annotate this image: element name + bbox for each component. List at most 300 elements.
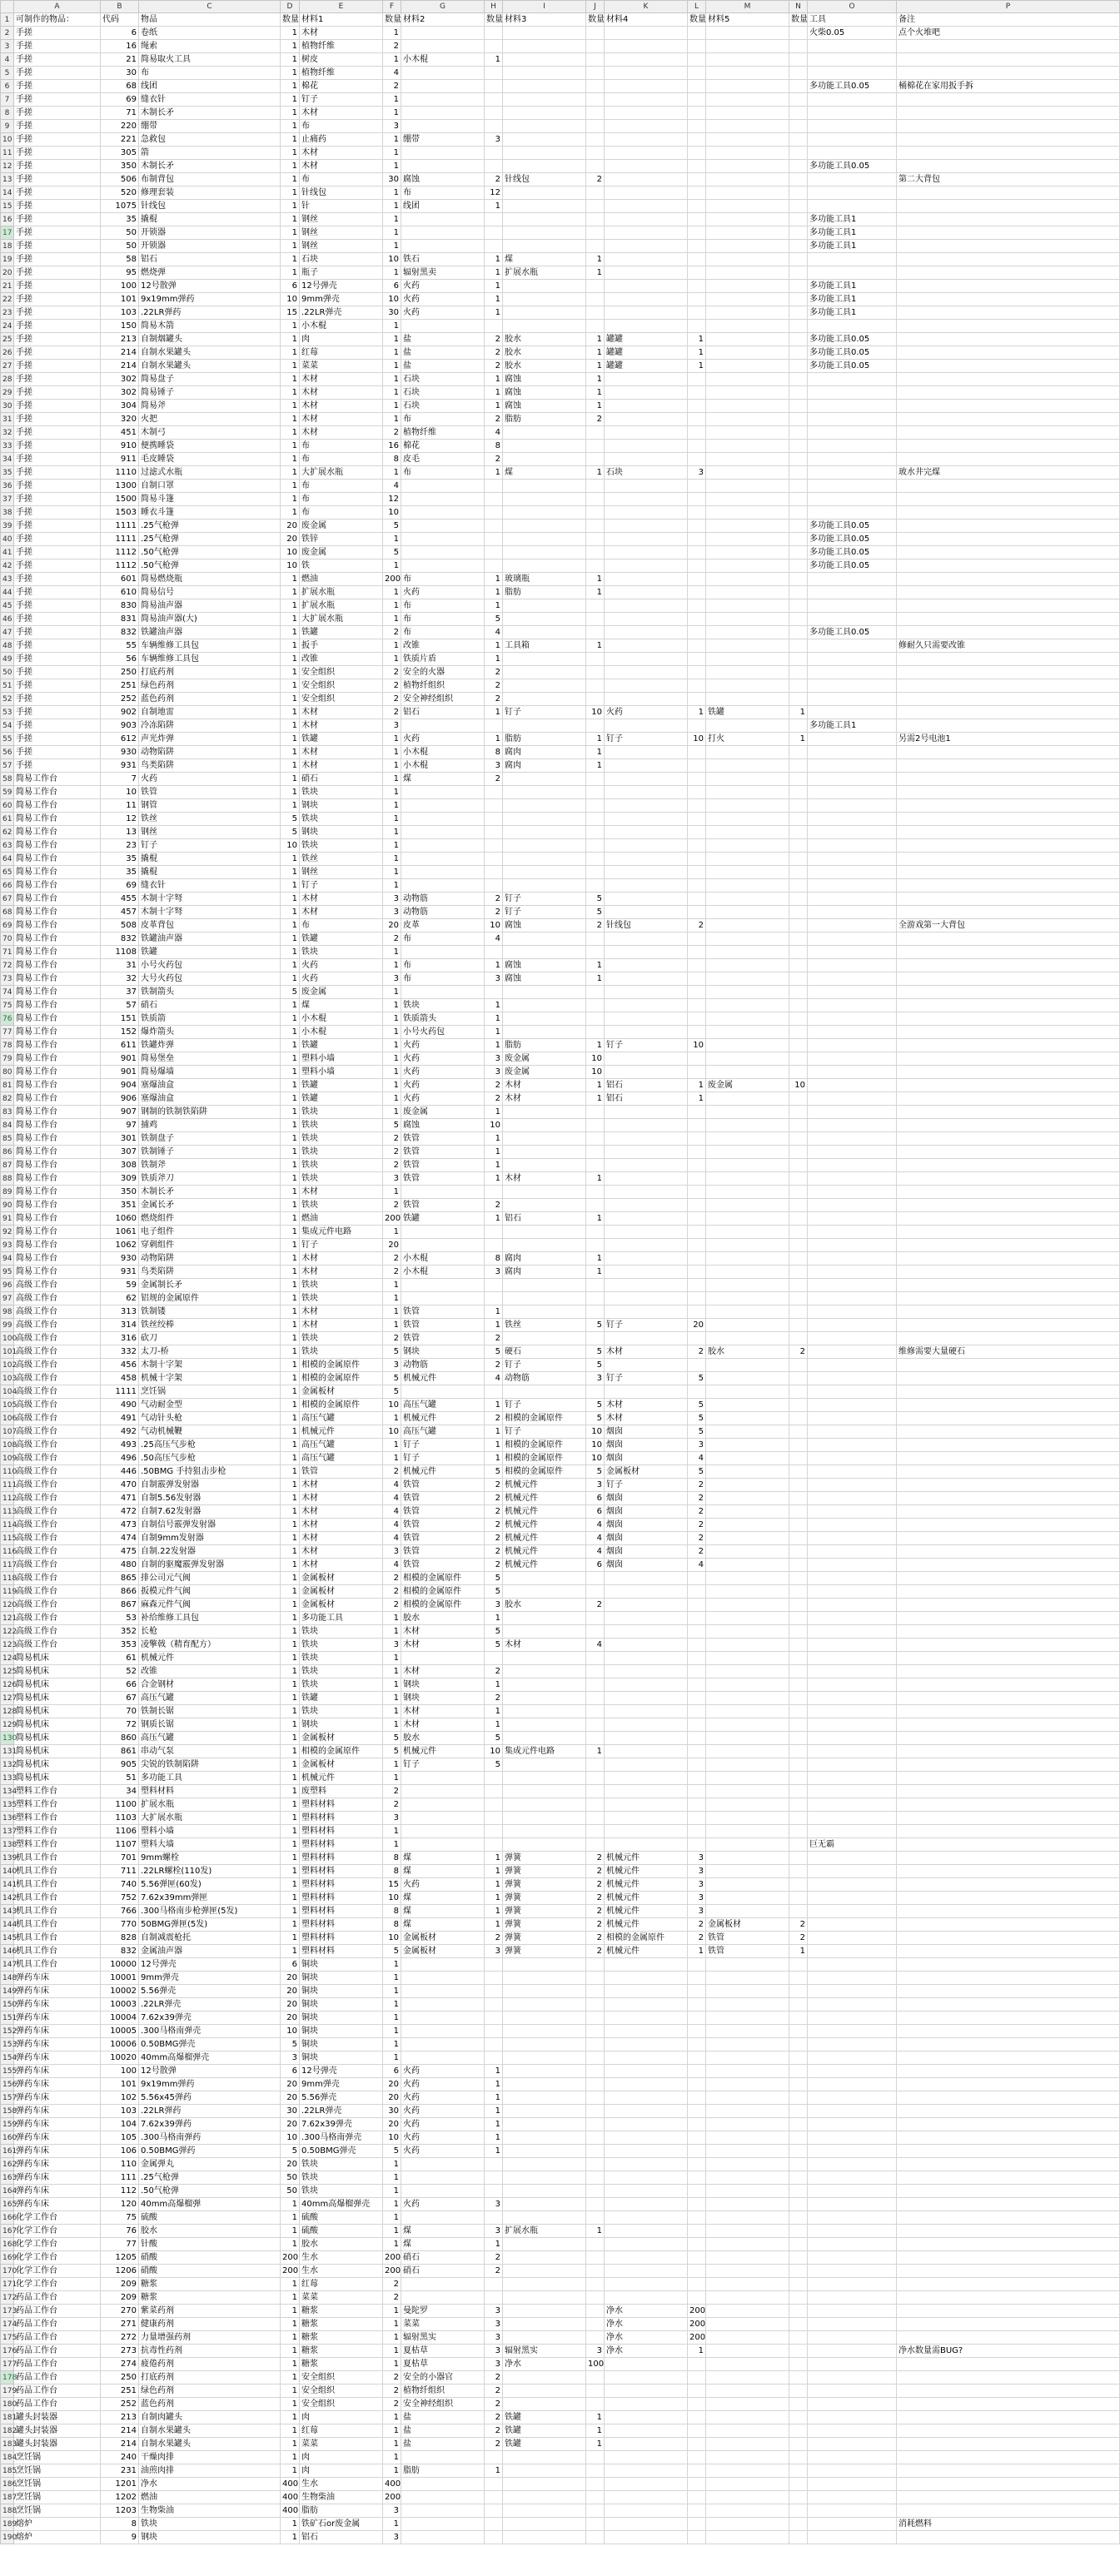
row-number[interactable]: 2: [1, 27, 14, 40]
table-cell[interactable]: [401, 520, 485, 533]
table-cell[interactable]: 自制信号霰弹发射器: [139, 1519, 281, 1532]
table-cell[interactable]: [808, 1825, 897, 1838]
table-cell[interactable]: 214: [101, 346, 139, 360]
table-cell[interactable]: 机械元件: [605, 1878, 688, 1892]
table-cell[interactable]: 273: [101, 2345, 139, 2358]
row-number[interactable]: 113: [1, 1505, 14, 1519]
table-cell[interactable]: [706, 1705, 789, 1718]
table-cell[interactable]: [586, 546, 605, 559]
table-cell[interactable]: 2: [586, 1918, 605, 1932]
table-cell[interactable]: [808, 1585, 897, 1599]
table-cell[interactable]: [605, 2025, 688, 2038]
table-cell[interactable]: [789, 906, 808, 919]
table-cell[interactable]: 脂肪: [401, 2464, 485, 2478]
table-cell[interactable]: 简易机床: [14, 1692, 101, 1705]
table-cell[interactable]: [706, 1665, 789, 1678]
table-cell[interactable]: 2: [485, 1332, 503, 1345]
table-cell[interactable]: 58: [101, 253, 139, 266]
table-cell[interactable]: 全游戏第一大背包: [897, 919, 1120, 932]
table-cell[interactable]: 盐: [401, 2424, 485, 2438]
table-cell[interactable]: [688, 1119, 706, 1132]
table-cell[interactable]: [789, 53, 808, 67]
table-cell[interactable]: 缝衣针: [139, 93, 281, 107]
table-cell[interactable]: [808, 253, 897, 266]
table-cell[interactable]: 50: [101, 226, 139, 240]
table-cell[interactable]: 胶水: [139, 2225, 281, 2238]
table-cell[interactable]: [503, 2265, 586, 2278]
table-cell[interactable]: 1: [281, 360, 300, 373]
table-cell[interactable]: [789, 1039, 808, 1052]
table-cell[interactable]: [706, 2105, 789, 2118]
table-cell[interactable]: 1: [586, 346, 605, 360]
table-cell[interactable]: [586, 1705, 605, 1718]
table-cell[interactable]: 601: [101, 573, 139, 586]
table-cell[interactable]: [706, 1039, 789, 1052]
table-cell[interactable]: [503, 559, 586, 573]
table-cell[interactable]: [808, 2211, 897, 2225]
table-cell[interactable]: 1: [485, 639, 503, 653]
table-cell[interactable]: [706, 1492, 789, 1505]
table-cell[interactable]: [808, 480, 897, 493]
table-cell[interactable]: [808, 746, 897, 759]
table-cell[interactable]: [503, 2198, 586, 2211]
table-cell[interactable]: 1: [281, 1892, 300, 1905]
table-cell[interactable]: [897, 2105, 1120, 2118]
table-cell[interactable]: 2: [383, 666, 401, 679]
table-cell[interactable]: 打火: [706, 733, 789, 746]
table-cell[interactable]: 弹药车床: [14, 2118, 101, 2131]
table-cell[interactable]: 毛皮睡袋: [139, 453, 281, 466]
table-cell[interactable]: 1: [485, 1159, 503, 1172]
table-cell[interactable]: 箭: [139, 147, 281, 160]
table-cell[interactable]: 鸟类陷阱: [139, 759, 281, 773]
table-cell[interactable]: 2: [383, 626, 401, 639]
table-cell[interactable]: [706, 1652, 789, 1665]
table-cell[interactable]: [401, 719, 485, 733]
table-cell[interactable]: [897, 986, 1120, 999]
row-number[interactable]: 150: [1, 1998, 14, 2012]
table-cell[interactable]: 高级工作台: [14, 1639, 101, 1652]
table-cell[interactable]: 弹药车床: [14, 1985, 101, 1998]
table-cell[interactable]: 1: [281, 2278, 300, 2291]
table-cell[interactable]: 1: [281, 506, 300, 520]
table-cell[interactable]: 214: [101, 2438, 139, 2451]
row-number[interactable]: 106: [1, 1412, 14, 1425]
table-cell[interactable]: [605, 506, 688, 520]
table-cell[interactable]: 简易木箭: [139, 320, 281, 333]
table-cell[interactable]: 1: [281, 1345, 300, 1359]
table-cell[interactable]: 简易工作台: [14, 1252, 101, 1266]
table-cell[interactable]: [605, 1226, 688, 1239]
table-cell[interactable]: [897, 653, 1120, 666]
table-cell[interactable]: [789, 2171, 808, 2185]
header-cell[interactable]: 数量: [586, 13, 605, 27]
table-cell[interactable]: [503, 426, 586, 440]
table-cell[interactable]: 简易工作台: [14, 1159, 101, 1172]
table-cell[interactable]: [503, 1705, 586, 1718]
table-cell[interactable]: 4: [383, 1559, 401, 1572]
table-cell[interactable]: 508: [101, 919, 139, 932]
table-cell[interactable]: [401, 1772, 485, 1785]
table-cell[interactable]: [485, 147, 503, 160]
table-cell[interactable]: [808, 786, 897, 799]
table-cell[interactable]: [808, 2065, 897, 2078]
table-cell[interactable]: [401, 559, 485, 573]
table-cell[interactable]: [503, 2398, 586, 2411]
table-cell[interactable]: [485, 986, 503, 999]
table-cell[interactable]: 252: [101, 2398, 139, 2411]
table-cell[interactable]: 1: [485, 200, 503, 213]
table-cell[interactable]: [688, 493, 706, 506]
table-cell[interactable]: 76: [101, 2225, 139, 2238]
table-cell[interactable]: [897, 2158, 1120, 2171]
table-cell[interactable]: [808, 266, 897, 280]
table-cell[interactable]: 2: [485, 2371, 503, 2385]
table-cell[interactable]: [586, 1199, 605, 1212]
table-cell[interactable]: 1: [281, 1385, 300, 1399]
table-cell[interactable]: 1: [281, 799, 300, 813]
table-cell[interactable]: 弹簧: [503, 1918, 586, 1932]
table-cell[interactable]: [688, 2065, 706, 2078]
row-number[interactable]: 23: [1, 306, 14, 320]
table-cell[interactable]: 木材: [300, 1492, 383, 1505]
table-cell[interactable]: 2: [485, 1492, 503, 1505]
table-cell[interactable]: [586, 626, 605, 639]
table-cell[interactable]: 1: [383, 2464, 401, 2478]
table-cell[interactable]: [605, 2518, 688, 2531]
table-cell[interactable]: 钉子: [605, 733, 688, 746]
table-cell[interactable]: 1: [485, 1319, 503, 1332]
table-cell[interactable]: [688, 1292, 706, 1305]
table-cell[interactable]: 布: [401, 972, 485, 986]
table-cell[interactable]: [897, 53, 1120, 67]
table-cell[interactable]: 简易工作台: [14, 1212, 101, 1226]
table-cell[interactable]: 多功能工具0.05: [808, 360, 897, 373]
table-cell[interactable]: [808, 1345, 897, 1359]
table-cell[interactable]: [897, 1652, 1120, 1665]
table-cell[interactable]: [688, 133, 706, 147]
table-cell[interactable]: 木材: [300, 1266, 383, 1279]
table-cell[interactable]: 铁块: [300, 1159, 383, 1172]
table-cell[interactable]: 1: [383, 1079, 401, 1092]
table-cell[interactable]: 10: [101, 786, 139, 799]
table-cell[interactable]: 2: [383, 679, 401, 693]
table-cell[interactable]: 铁罐: [300, 733, 383, 746]
table-cell[interactable]: 1: [485, 1039, 503, 1052]
table-cell[interactable]: 1503: [101, 506, 139, 520]
table-cell[interactable]: 4: [383, 1532, 401, 1545]
table-cell[interactable]: 1: [383, 53, 401, 67]
table-cell[interactable]: 烟囱: [605, 1492, 688, 1505]
table-cell[interactable]: 304: [101, 400, 139, 413]
table-cell[interactable]: 钢块: [300, 799, 383, 813]
table-cell[interactable]: 简易工作台: [14, 986, 101, 999]
table-cell[interactable]: [688, 2291, 706, 2305]
table-cell[interactable]: 220: [101, 120, 139, 133]
table-cell[interactable]: [789, 1372, 808, 1385]
table-cell[interactable]: [401, 240, 485, 253]
table-cell[interactable]: [503, 1972, 586, 1985]
table-cell[interactable]: [808, 1665, 897, 1678]
table-cell[interactable]: 492: [101, 1425, 139, 1439]
table-cell[interactable]: [688, 1652, 706, 1665]
table-cell[interactable]: 木材: [503, 1092, 586, 1106]
row-number[interactable]: 102: [1, 1359, 14, 1372]
table-cell[interactable]: [688, 2451, 706, 2464]
row-number[interactable]: 92: [1, 1226, 14, 1239]
table-cell[interactable]: [688, 746, 706, 759]
table-cell[interactable]: [808, 972, 897, 986]
table-cell[interactable]: [789, 972, 808, 986]
table-cell[interactable]: 手搓: [14, 320, 101, 333]
table-cell[interactable]: [605, 1625, 688, 1639]
table-cell[interactable]: 手搓: [14, 706, 101, 719]
table-cell[interactable]: 5: [383, 1385, 401, 1399]
table-cell[interactable]: 75: [101, 2211, 139, 2225]
table-cell[interactable]: [789, 1092, 808, 1106]
table-cell[interactable]: [586, 160, 605, 173]
table-cell[interactable]: [485, 1279, 503, 1292]
table-cell[interactable]: 1: [383, 1998, 401, 2012]
table-cell[interactable]: 钉子: [503, 906, 586, 919]
table-cell[interactable]: [688, 826, 706, 839]
table-cell[interactable]: 木材: [401, 1718, 485, 1732]
table-cell[interactable]: [688, 2385, 706, 2398]
table-cell[interactable]: [688, 1812, 706, 1825]
table-cell[interactable]: [789, 2438, 808, 2451]
table-cell[interactable]: 1: [688, 360, 706, 373]
table-cell[interactable]: [789, 1066, 808, 1079]
table-cell[interactable]: 200: [281, 2251, 300, 2265]
table-cell[interactable]: [789, 1825, 808, 1838]
table-cell[interactable]: [808, 2478, 897, 2491]
table-cell[interactable]: 弹药车床: [14, 2038, 101, 2051]
table-cell[interactable]: 1: [281, 719, 300, 733]
table-cell[interactable]: 5: [688, 1399, 706, 1412]
table-cell[interactable]: 相模的金属原件: [300, 1359, 383, 1372]
table-cell[interactable]: 改锥: [401, 639, 485, 653]
table-cell[interactable]: [605, 2438, 688, 2451]
table-cell[interactable]: [706, 1599, 789, 1612]
table-cell[interactable]: [688, 506, 706, 520]
table-cell[interactable]: 5: [688, 1372, 706, 1385]
table-cell[interactable]: 火药: [401, 1052, 485, 1066]
table-cell[interactable]: [706, 1758, 789, 1772]
table-cell[interactable]: 弹药车床: [14, 2131, 101, 2145]
table-cell[interactable]: [401, 2504, 485, 2518]
row-number[interactable]: 52: [1, 693, 14, 706]
table-cell[interactable]: [503, 2278, 586, 2291]
table-cell[interactable]: 221: [101, 133, 139, 147]
table-cell[interactable]: [688, 1678, 706, 1692]
table-cell[interactable]: 1: [281, 27, 300, 40]
table-cell[interactable]: [706, 2411, 789, 2424]
table-cell[interactable]: [605, 293, 688, 306]
table-cell[interactable]: 766: [101, 1905, 139, 1918]
table-cell[interactable]: [401, 2478, 485, 2491]
table-cell[interactable]: 简易盘子: [139, 373, 281, 386]
table-cell[interactable]: 弹簧: [503, 1892, 586, 1905]
table-cell[interactable]: 1: [789, 706, 808, 719]
table-cell[interactable]: 1: [281, 413, 300, 426]
table-cell[interactable]: [401, 799, 485, 813]
table-cell[interactable]: [586, 1239, 605, 1252]
table-cell[interactable]: 金属板材: [401, 1932, 485, 1945]
table-cell[interactable]: [789, 759, 808, 773]
table-cell[interactable]: [485, 1239, 503, 1252]
header-cell[interactable]: 代码: [101, 13, 139, 27]
table-cell[interactable]: 手搓: [14, 546, 101, 559]
table-cell[interactable]: [688, 1159, 706, 1172]
table-cell[interactable]: [808, 839, 897, 853]
table-cell[interactable]: 铝石: [300, 2531, 383, 2544]
table-cell[interactable]: [808, 906, 897, 919]
table-cell[interactable]: [401, 120, 485, 133]
table-cell[interactable]: 3: [485, 972, 503, 986]
table-cell[interactable]: 350: [101, 160, 139, 173]
table-cell[interactable]: 1: [281, 1612, 300, 1625]
table-cell[interactable]: [688, 2531, 706, 2544]
table-cell[interactable]: 1: [281, 120, 300, 133]
table-cell[interactable]: 1: [383, 2012, 401, 2025]
table-cell[interactable]: [485, 93, 503, 107]
row-number[interactable]: 3: [1, 40, 14, 53]
table-cell[interactable]: [688, 1332, 706, 1345]
table-cell[interactable]: [897, 1305, 1120, 1319]
row-number[interactable]: 145: [1, 1932, 14, 1945]
table-cell[interactable]: 3: [485, 2318, 503, 2331]
table-cell[interactable]: 扩展水瓶: [503, 2225, 586, 2238]
table-cell[interactable]: [789, 2531, 808, 2544]
table-cell[interactable]: [688, 2238, 706, 2251]
table-cell[interactable]: 塑料大墙: [139, 1838, 281, 1852]
row-number[interactable]: 118: [1, 1572, 14, 1585]
table-cell[interactable]: [688, 413, 706, 426]
table-cell[interactable]: 铁块: [401, 999, 485, 1012]
table-cell[interactable]: 5: [281, 986, 300, 999]
table-cell[interactable]: [808, 1332, 897, 1345]
table-cell[interactable]: 铜块: [300, 2012, 383, 2025]
table-cell[interactable]: [688, 53, 706, 67]
table-cell[interactable]: 5: [383, 520, 401, 533]
table-cell[interactable]: 6: [281, 1958, 300, 1972]
table-cell[interactable]: [789, 160, 808, 173]
table-cell[interactable]: 木材: [300, 400, 383, 413]
table-cell[interactable]: [706, 1998, 789, 2012]
table-cell[interactable]: 456: [101, 1359, 139, 1372]
table-cell[interactable]: 1: [383, 360, 401, 373]
table-cell[interactable]: 100: [101, 2065, 139, 2078]
table-cell[interactable]: 307: [101, 1146, 139, 1159]
table-cell[interactable]: 1: [281, 1838, 300, 1852]
table-cell[interactable]: [586, 839, 605, 853]
table-cell[interactable]: 3: [383, 120, 401, 133]
table-cell[interactable]: .50气枪弹: [139, 559, 281, 573]
table-cell[interactable]: [605, 559, 688, 573]
table-cell[interactable]: 907: [101, 1106, 139, 1119]
table-cell[interactable]: [789, 2451, 808, 2464]
table-cell[interactable]: [586, 826, 605, 839]
table-cell[interactable]: 金属板材: [300, 1572, 383, 1585]
table-cell[interactable]: [897, 1465, 1120, 1479]
table-cell[interactable]: [688, 1825, 706, 1838]
table-cell[interactable]: [503, 320, 586, 333]
table-cell[interactable]: [789, 520, 808, 533]
table-cell[interactable]: 1: [485, 2105, 503, 2118]
table-cell[interactable]: [706, 2025, 789, 2038]
table-cell[interactable]: 2: [688, 1492, 706, 1505]
table-cell[interactable]: [789, 1292, 808, 1305]
table-cell[interactable]: 简易信号: [139, 586, 281, 599]
table-cell[interactable]: 1: [281, 853, 300, 866]
table-cell[interactable]: 20: [383, 2091, 401, 2105]
table-cell[interactable]: [789, 1052, 808, 1066]
table-cell[interactable]: [789, 959, 808, 972]
table-cell[interactable]: [789, 1958, 808, 1972]
table-cell[interactable]: [688, 1665, 706, 1678]
table-cell[interactable]: [605, 226, 688, 240]
table-cell[interactable]: [485, 2211, 503, 2225]
row-number[interactable]: 130: [1, 1732, 14, 1745]
table-cell[interactable]: 煤: [401, 1892, 485, 1905]
table-cell[interactable]: 腐肉: [503, 1252, 586, 1266]
table-cell[interactable]: 2: [485, 1532, 503, 1545]
table-cell[interactable]: 钢管: [139, 799, 281, 813]
table-cell[interactable]: [401, 533, 485, 546]
table-cell[interactable]: [706, 1825, 789, 1838]
table-cell[interactable]: [789, 266, 808, 280]
table-cell[interactable]: 314: [101, 1319, 139, 1332]
table-cell[interactable]: 1: [383, 826, 401, 839]
table-cell[interactable]: [401, 786, 485, 799]
table-cell[interactable]: [688, 1186, 706, 1199]
table-cell[interactable]: 钉子: [605, 1039, 688, 1052]
table-cell[interactable]: [485, 480, 503, 493]
table-cell[interactable]: 木制长矛: [139, 1186, 281, 1199]
table-cell[interactable]: [605, 107, 688, 120]
table-cell[interactable]: [789, 360, 808, 373]
table-cell[interactable]: 1: [485, 466, 503, 480]
table-cell[interactable]: 104: [101, 2118, 139, 2131]
table-cell[interactable]: [503, 1665, 586, 1678]
row-number[interactable]: 44: [1, 586, 14, 599]
table-cell[interactable]: 生水: [300, 2251, 383, 2265]
row-number[interactable]: 46: [1, 613, 14, 626]
table-cell[interactable]: 10: [281, 559, 300, 573]
table-cell[interactable]: 石块: [300, 253, 383, 266]
table-cell[interactable]: [605, 53, 688, 67]
table-cell[interactable]: [897, 1186, 1120, 1199]
table-cell[interactable]: [808, 1652, 897, 1665]
table-cell[interactable]: [897, 1972, 1120, 1985]
table-cell[interactable]: 皮毛: [401, 453, 485, 466]
table-cell[interactable]: [503, 1612, 586, 1625]
table-cell[interactable]: 简易机床: [14, 1718, 101, 1732]
table-cell[interactable]: [605, 186, 688, 200]
table-cell[interactable]: 1: [383, 1972, 401, 1985]
table-cell[interactable]: 自制水果罐头: [139, 2424, 281, 2438]
table-cell[interactable]: 多功能工具0.05: [808, 333, 897, 346]
table-cell[interactable]: [808, 666, 897, 679]
table-cell[interactable]: [503, 2371, 586, 2385]
row-number[interactable]: 143: [1, 1905, 14, 1918]
table-cell[interactable]: 弹簧: [503, 1945, 586, 1958]
row-number[interactable]: 165: [1, 2198, 14, 2211]
table-cell[interactable]: 20: [688, 1319, 706, 1332]
table-cell[interactable]: 棉花: [300, 80, 383, 93]
table-cell[interactable]: [485, 946, 503, 959]
table-cell[interactable]: [485, 2012, 503, 2025]
